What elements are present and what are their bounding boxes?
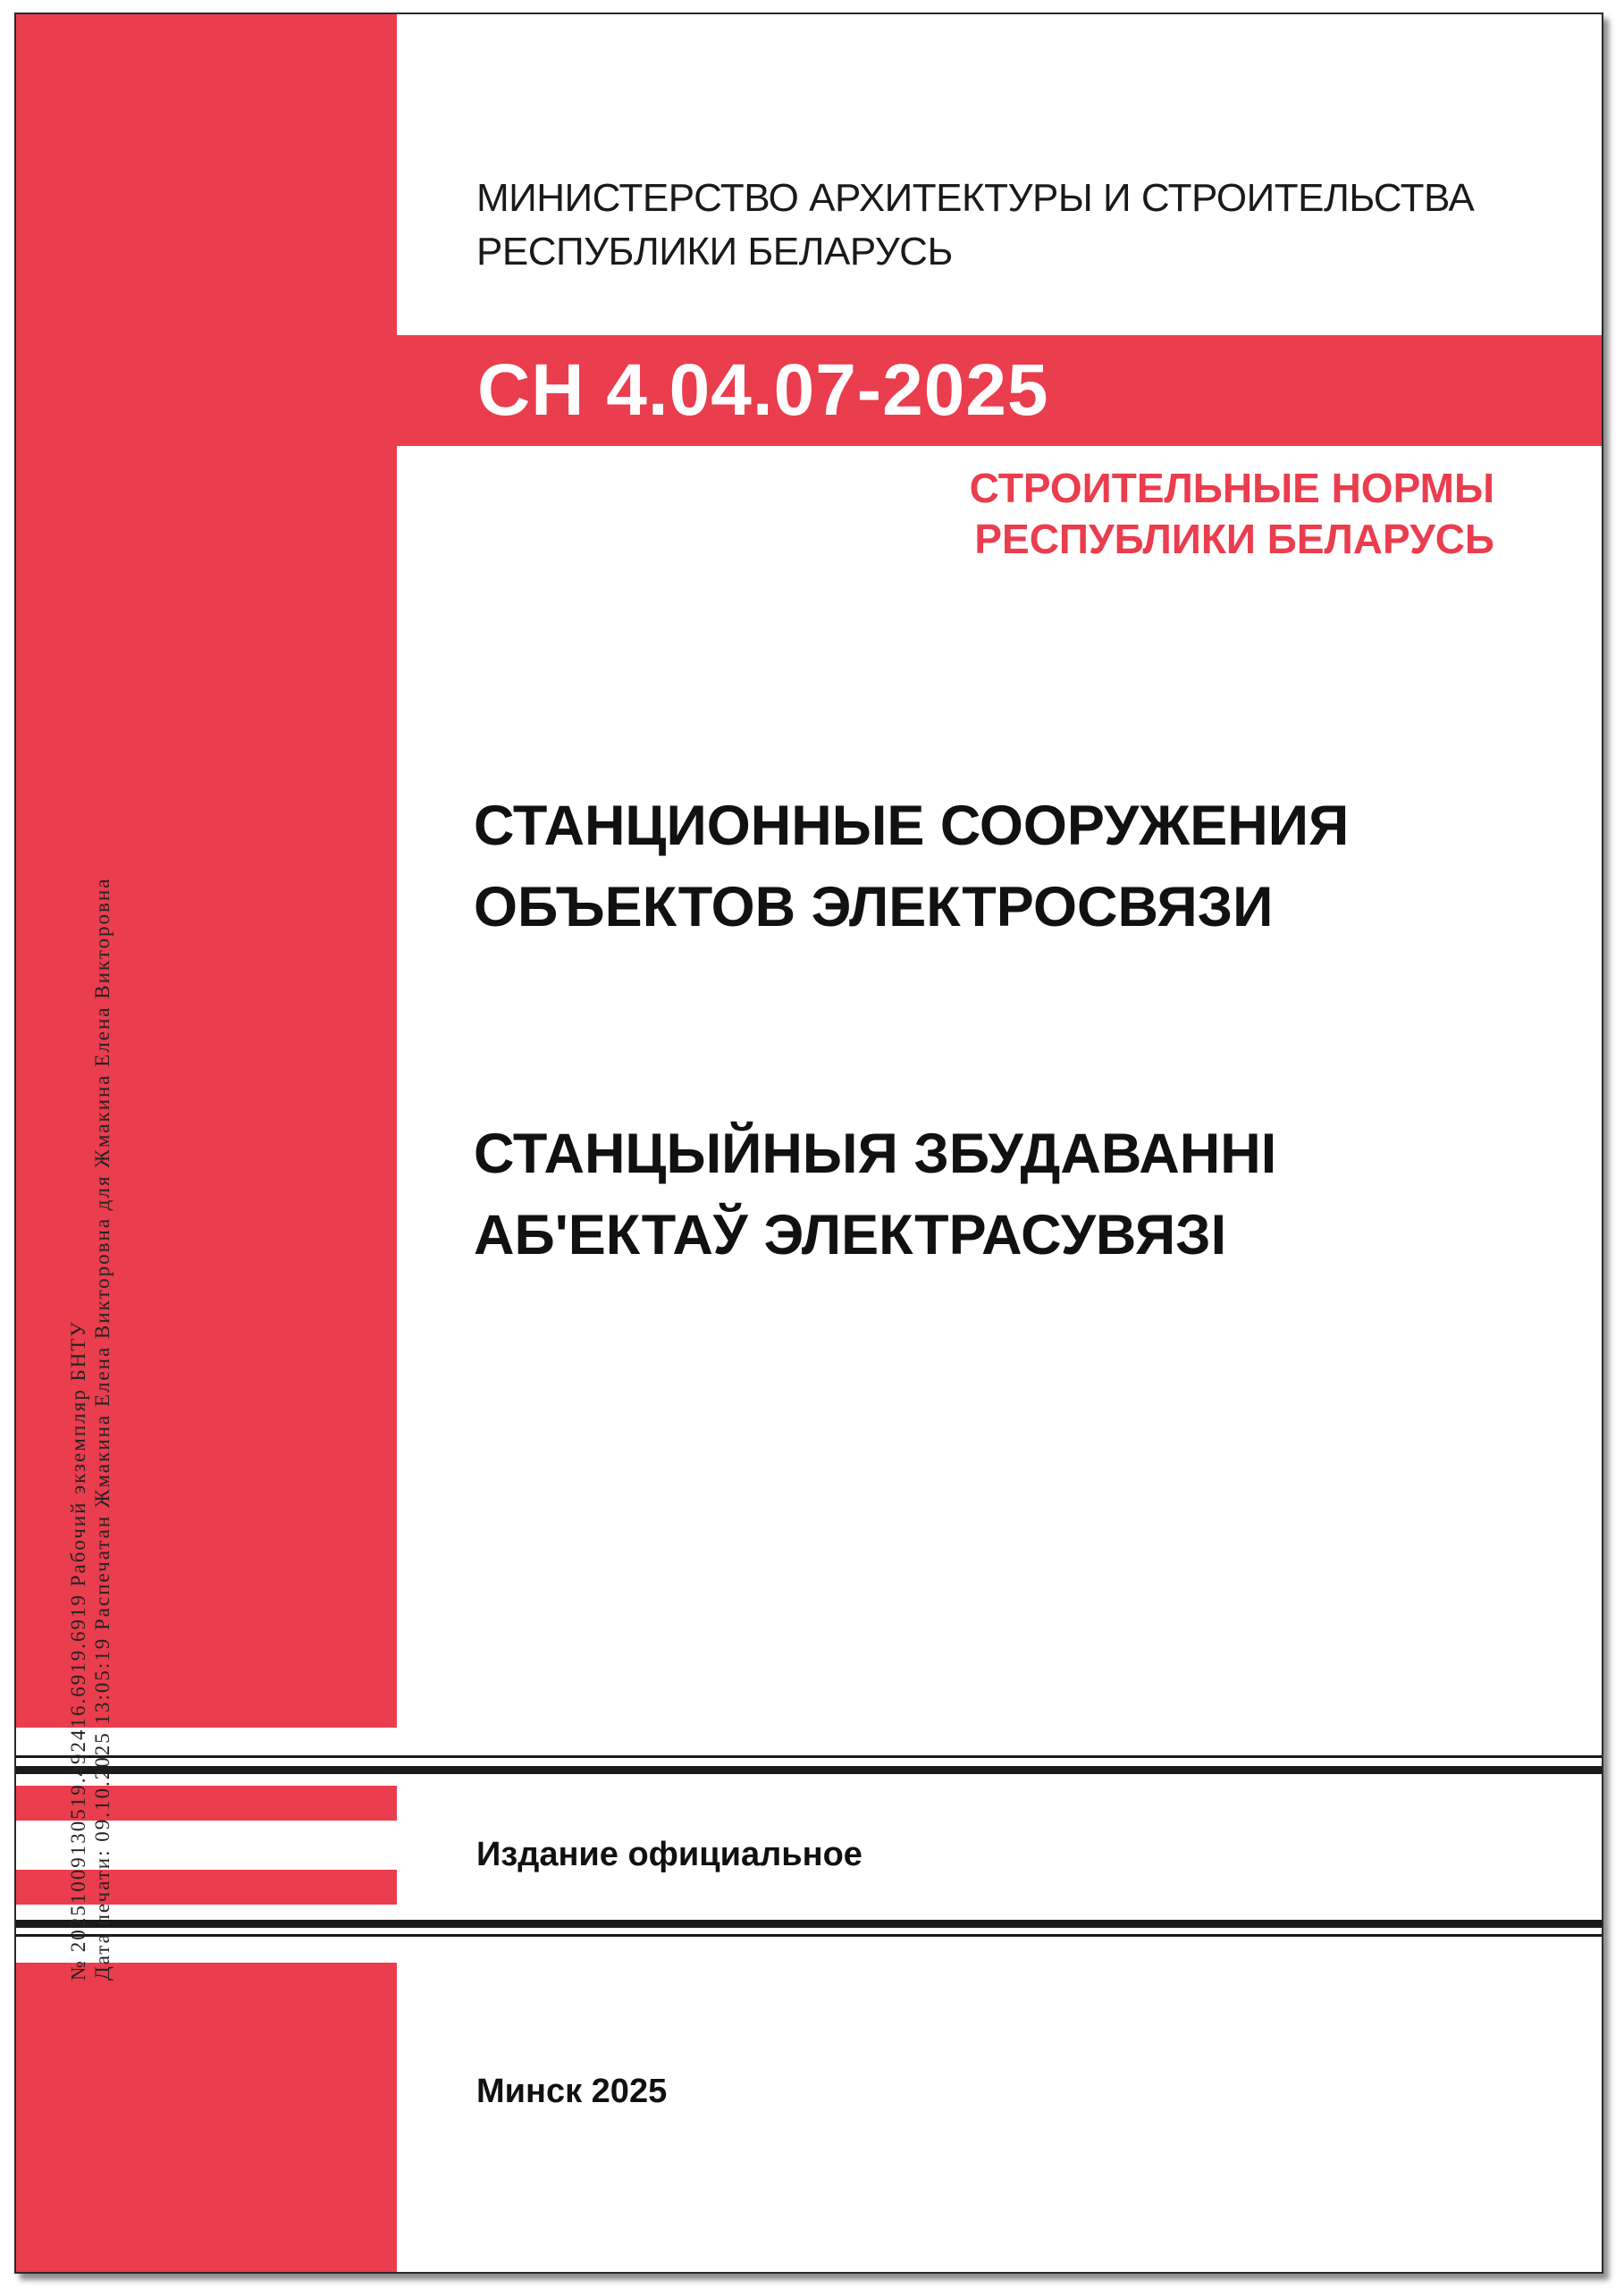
title-belarusian [474,1114,1276,1276]
document-code: СН 4.04.07-2025 [477,349,1049,431]
print-stamp-line-1: № 20251009130519.492416.6919.6919 Рабочий экземпляр БНТУ [67,1320,89,1981]
red-side-band-bottom [16,1963,397,2272]
title-russian [474,786,1349,948]
norms-label [970,463,1494,565]
title-russian-line-1: СТАНЦИОННЫЕ СООРУЖЕНИЯ [474,795,1350,857]
title-belarusian-line-1: СТАНЦЫЙНЫЯ ЗБУДАВАННІ [474,1123,1277,1185]
city-year: Минск 2025 [476,2073,668,2110]
norms-line-1: СТРОИТЕЛЬНЫЕ НОРМЫ [969,465,1494,511]
title-belarusian-line-2: АБ'ЕКТАЎ ЭЛЕКТРАСУВЯЗІ [474,1204,1227,1266]
norms-line-2: РЕСПУБЛИКИ БЕЛАРУСЬ [974,516,1494,562]
document-code-band [397,335,1602,446]
print-stamp [66,878,114,1981]
title-russian-line-2: ОБЪЕКТОВ ЭЛЕКТРОСВЯЗИ [474,876,1274,938]
print-stamp-line-2: Дата печати: 09.10.2025 13:05:19 Распечатан Жмакина Елена Викторовна для Жмакина Елена Викторовна [91,877,114,1981]
divider-thin-top [16,1755,1602,1758]
divider-thin-bottom [16,1934,1602,1937]
ministry-heading [476,172,1474,279]
ministry-line-2: РЕСПУБЛИКИ БЕЛАРУСЬ [476,230,953,273]
divider-thick-top [16,1766,1602,1774]
edition-label: Издание официальное [476,1836,862,1873]
divider-thick-bottom [16,1920,1602,1928]
ministry-line-1: МИНИСТЕРСТВО АРХИТЕКТУРЫ И СТРОИТЕЛЬСТВА [476,176,1475,220]
document-cover [14,13,1603,2274]
